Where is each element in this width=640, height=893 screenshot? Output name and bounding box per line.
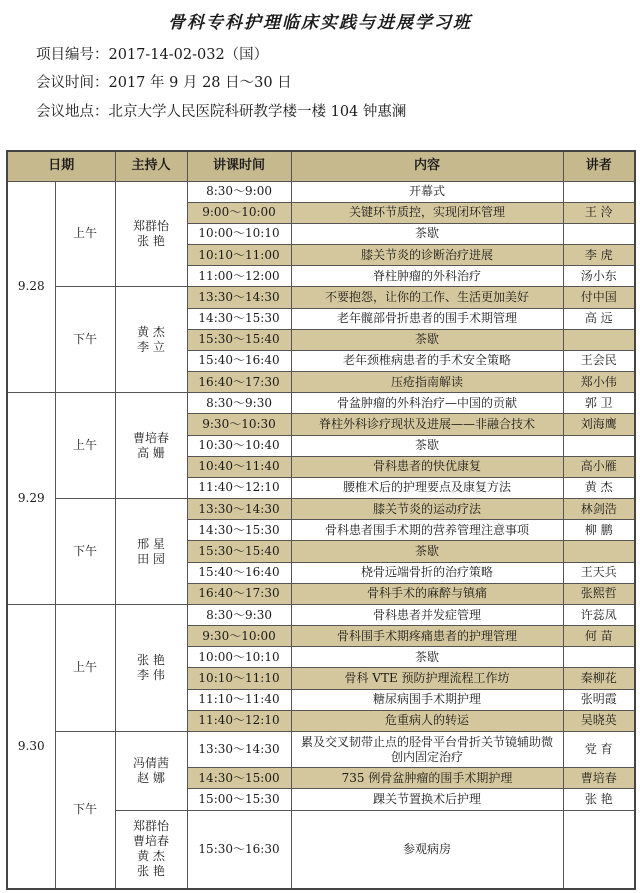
content-cell: 骨科患者并发症管理 [291, 604, 563, 625]
header-speaker: 讲者 [563, 151, 635, 181]
content-cell: 骨科围手术期疼痛患者的护理管理 [291, 626, 563, 647]
time-cell: 11:10～11:40 [187, 689, 291, 710]
content-cell: 压疮指南解读 [291, 372, 563, 393]
content-cell: 骨科患者围手术期的营养管理注意事项 [291, 520, 563, 541]
content-cell: 脊柱肿瘤的外科治疗 [291, 266, 563, 287]
speaker-cell: 王 泠 [563, 202, 635, 223]
content-cell: 骨盆肿瘤的外科治疗—中国的贡献 [291, 393, 563, 414]
speaker-cell: 许蕊凤 [563, 604, 635, 625]
host-cell: 邢 星 田 园 [115, 499, 187, 605]
speaker-cell: 李 虎 [563, 245, 635, 266]
date-cell: 9.29 [7, 393, 55, 605]
speaker-cell: 高 远 [563, 308, 635, 329]
table-row [7, 731, 635, 767]
time-cell: 13:30～14:30 [187, 731, 291, 767]
time-cell: 15:30～16:30 [187, 810, 291, 889]
speaker-cell [563, 181, 635, 202]
speaker-cell: 张明霞 [563, 689, 635, 710]
time-cell: 9:30～10:30 [187, 414, 291, 435]
time-cell: 15:30～15:40 [187, 541, 291, 562]
time-cell: 15:30～15:40 [187, 329, 291, 350]
header-host: 主持人 [115, 151, 187, 181]
session-cell: 下午 [55, 731, 115, 889]
speaker-cell: 郑小伟 [563, 372, 635, 393]
speaker-cell: 黄 杰 [563, 477, 635, 498]
time-cell: 10:10～11:00 [187, 245, 291, 266]
content-cell: 糖尿病围手术期护理 [291, 689, 563, 710]
speaker-cell: 党 育 [563, 731, 635, 767]
speaker-cell [563, 329, 635, 350]
time-cell: 8:30～9:30 [187, 604, 291, 625]
content-cell: 茶歇 [291, 541, 563, 562]
time-cell: 9:00～10:00 [187, 202, 291, 223]
session-cell: 上午 [55, 604, 115, 731]
schedule-body [7, 181, 635, 889]
speaker-cell [563, 435, 635, 456]
content-cell: 膝关节炎的运动疗法 [291, 499, 563, 520]
session-cell: 下午 [55, 287, 115, 393]
content-cell: 茶歇 [291, 329, 563, 350]
session-cell: 上午 [55, 181, 115, 287]
speaker-cell: 郭 卫 [563, 393, 635, 414]
content-cell: 茶歇 [291, 647, 563, 668]
speaker-cell: 刘海鹰 [563, 414, 635, 435]
host-cell: 张 艳 李 伟 [115, 604, 187, 731]
content-cell: 老年颈椎病患者的手术安全策略 [291, 350, 563, 371]
time-cell: 8:30～9:30 [187, 393, 291, 414]
time-cell: 14:30～15:30 [187, 308, 291, 329]
content-cell: 开幕式 [291, 181, 563, 202]
content-cell: 茶歇 [291, 435, 563, 456]
content-cell: 735 例骨盆肿瘤的围手术期护理 [291, 768, 563, 789]
date-cell: 9.28 [7, 181, 55, 393]
content-cell: 老年髋部骨折患者的围手术期管理 [291, 308, 563, 329]
time-cell: 13:30～14:30 [187, 499, 291, 520]
speaker-cell: 汤小东 [563, 266, 635, 287]
header-content: 内容 [291, 151, 563, 181]
content-cell: 腰椎术后的护理要点及康复方法 [291, 477, 563, 498]
host-cell: 郑群怡 张 艳 [115, 181, 187, 287]
content-cell: 参观病房 [291, 810, 563, 889]
table-row [7, 604, 635, 625]
content-cell: 累及交叉韧带止点的胫骨平台骨折关节镜辅助微创内固定治疗 [291, 731, 563, 767]
meeting-location: 会议地点：北京大学人民医院科研教学楼一楼 104 钟惠澜 [36, 104, 407, 120]
time-cell: 16:40～17:30 [187, 583, 291, 604]
table-header-row [7, 151, 635, 181]
speaker-cell: 王会民 [563, 350, 635, 371]
time-cell: 16:40～17:30 [187, 372, 291, 393]
time-cell: 15:40～16:40 [187, 350, 291, 371]
host-cell: 曹培春 高 姗 [115, 393, 187, 499]
host-cell: 郑群怡 曹培春 黄 杰 张 艳 [115, 810, 187, 889]
date-cell: 9.30 [7, 604, 55, 889]
content-cell: 不要抱怨，让你的工作、生活更加美好 [291, 287, 563, 308]
host-cell: 黄 杰 李 立 [115, 287, 187, 393]
table-row [7, 287, 635, 308]
content-cell: 踝关节置换术后护理 [291, 789, 563, 810]
time-cell: 10:00～10:10 [187, 223, 291, 244]
content-cell: 关键环节质控，实现闭环管理 [291, 202, 563, 223]
speaker-cell: 秦柳花 [563, 668, 635, 689]
time-cell: 11:40～12:10 [187, 710, 291, 731]
speaker-cell [563, 647, 635, 668]
header-date: 日期 [7, 151, 115, 181]
speaker-cell [563, 541, 635, 562]
time-cell: 14:30～15:00 [187, 768, 291, 789]
session-cell: 下午 [55, 499, 115, 605]
schedule-table [6, 150, 636, 890]
speaker-cell: 林剑浩 [563, 499, 635, 520]
speaker-cell: 柳 鹏 [563, 520, 635, 541]
content-cell: 骨科手术的麻醉与镇痛 [291, 583, 563, 604]
time-cell: 14:30～15:30 [187, 520, 291, 541]
time-cell: 15:40～16:40 [187, 562, 291, 583]
time-cell: 10:10～11:10 [187, 668, 291, 689]
speaker-cell: 曹培春 [563, 768, 635, 789]
time-cell: 11:00～12:00 [187, 266, 291, 287]
table-row [7, 499, 635, 520]
speaker-cell: 付中国 [563, 287, 635, 308]
content-cell: 危重病人的转运 [291, 710, 563, 731]
speaker-cell [563, 810, 635, 889]
content-cell: 骨科患者的快优康复 [291, 456, 563, 477]
speaker-cell: 张熙哲 [563, 583, 635, 604]
content-cell: 骨科 VTE 预防护理流程工作坊 [291, 668, 563, 689]
header-time: 讲课时间 [187, 151, 291, 181]
meeting-time: 会议时间：2017 年 9 月 28 日～30 日 [36, 75, 292, 91]
speaker-cell: 高小雁 [563, 456, 635, 477]
content-cell: 脊柱外科诊疗现状及进展——非融合技术 [291, 414, 563, 435]
project-number: 项目编号：2017-14-02-032（国） [36, 47, 269, 63]
time-cell: 10:00～10:10 [187, 647, 291, 668]
time-cell: 15:00～15:30 [187, 789, 291, 810]
speaker-cell: 王天兵 [563, 562, 635, 583]
time-cell: 10:30～10:40 [187, 435, 291, 456]
speaker-cell: 吴晓英 [563, 710, 635, 731]
speaker-cell [563, 223, 635, 244]
time-cell: 8:30～9:00 [187, 181, 291, 202]
time-cell: 10:40～11:40 [187, 456, 291, 477]
table-row [7, 393, 635, 414]
table-row [7, 181, 635, 202]
time-cell: 9:30～10:00 [187, 626, 291, 647]
speaker-cell: 何 苗 [563, 626, 635, 647]
document-title: 骨科专科护理临床实践与进展学习班 [168, 13, 472, 33]
content-cell: 茶歇 [291, 223, 563, 244]
content-cell: 桡骨远端骨折的治疗策略 [291, 562, 563, 583]
host-cell: 冯倩茜 赵 娜 [115, 731, 187, 810]
content-cell: 膝关节炎的诊断治疗进展 [291, 245, 563, 266]
session-cell: 上午 [55, 393, 115, 499]
speaker-cell: 张 艳 [563, 789, 635, 810]
time-cell: 13:30～14:30 [187, 287, 291, 308]
time-cell: 11:40～12:10 [187, 477, 291, 498]
